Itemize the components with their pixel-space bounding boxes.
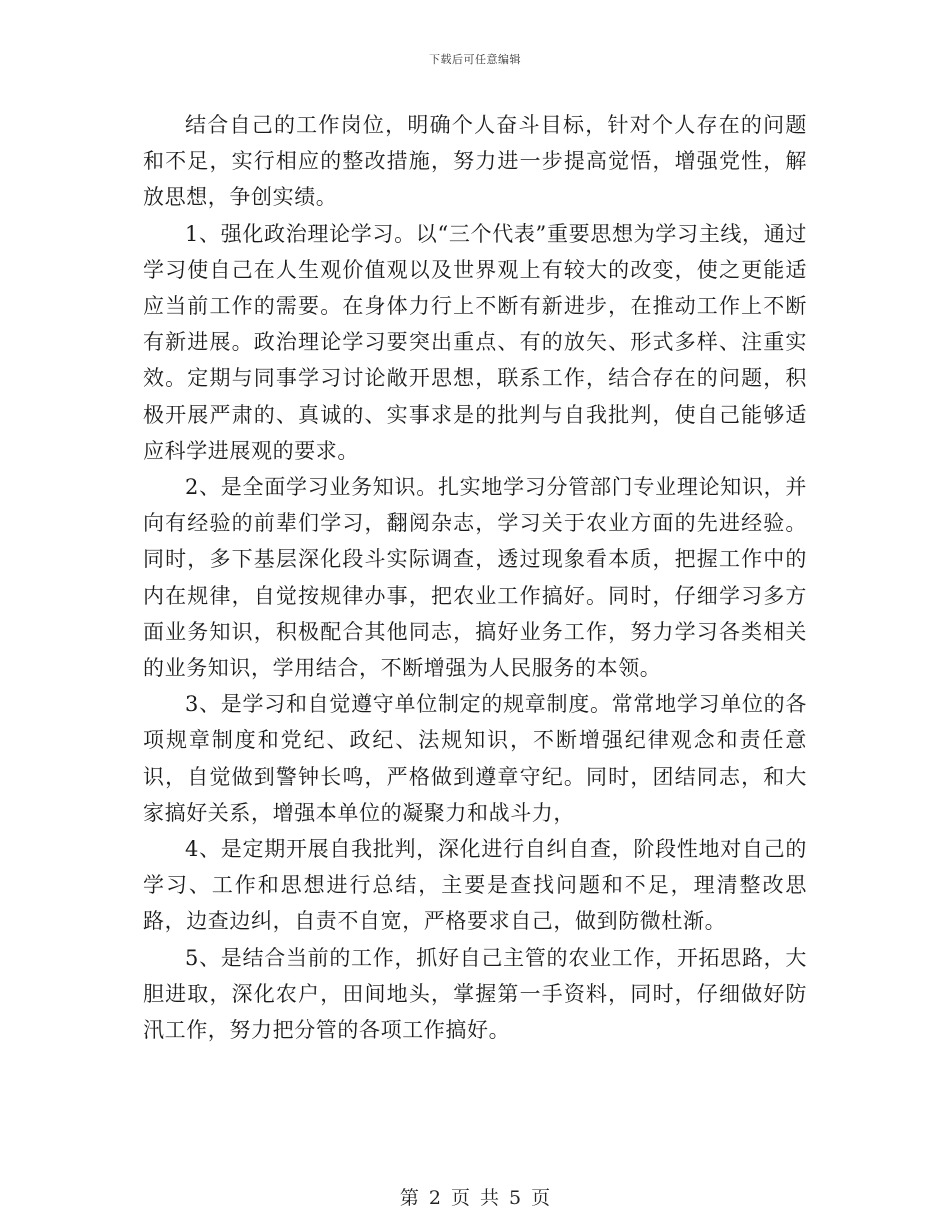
- document-body: [143, 107, 807, 1048]
- paragraph-item-1: 1、强化政治理论学习。以“三个代表”重要思想为学习主线，通过学习使自己在人生观价值观以及世界观上有较大的改变，使之更能适应当前工作的需要。在身体力行上不断有新进步，在推动工作上不断有新进展。政治理论学习要突出重点、有的放矢、形式多样、注重实效。定期与同事学习讨论敞开思想，联系工作，结合存在的问题，积极开展严肃的、真诚的、实事求是的批判与自我批判，使自己能够适应科学进展观的要求。: [143, 221, 807, 463]
- paragraph-item-2: 2、是全面学习业务知识。扎实地学习分管部门专业理论知识，并向有经验的前辈们学习，翻阅杂志，学习关于农业方面的先进经验。同时，多下基层深化段斗实际调查，透过现象看本质，把握工作中的内在规律，自觉按规律办事，把农业工作搞好。同时，仔细学习多方面业务知识，积极配合其他同志，搞好业务工作，努力学习各类相关的业务知识，学用结合，不断增强为人民服务的本领。: [143, 475, 807, 681]
- paragraph-item-4: 4、是定期开展自我批判，深化进行自纠自查，阶段性地对自己的学习、工作和思想进行总结，主要是查找问题和不足，理清整改思路，边查边纠，自责不自宽，严格要求自己，做到防微杜渐。: [143, 837, 807, 934]
- paragraph-item-3: 3、是学习和自觉遵守单位制定的规章制度。常常地学习单位的各项规章制度和党纪、政纪、法规知识，不断增强纪律观念和责任意识，自觉做到警钟长鸣，严格做到遵章守纪。同时，团结同志，和大家搞好关系，增强本单位的凝聚力和战斗力，: [143, 692, 807, 825]
- paragraph-intro: 结合自己的工作岗位，明确个人奋斗目标，针对个人存在的问题和不足，实行相应的整改措施，努力进一步提高觉悟，增强党性，解放思想，争创实绩。: [143, 113, 807, 210]
- paragraph-item-5: 5、是结合当前的工作，抓好自己主管的农业工作，开拓思路，大胆进取，深化农户，田间地头，掌握第一手资料，同时，仔细做好防汛工作，努力把分管的各项工作搞好。: [143, 945, 807, 1043]
- page-number-footer: 第 2 页 共 5 页: [399, 1187, 551, 1209]
- page-header: 下载后可任意编辑: [429, 53, 521, 66]
